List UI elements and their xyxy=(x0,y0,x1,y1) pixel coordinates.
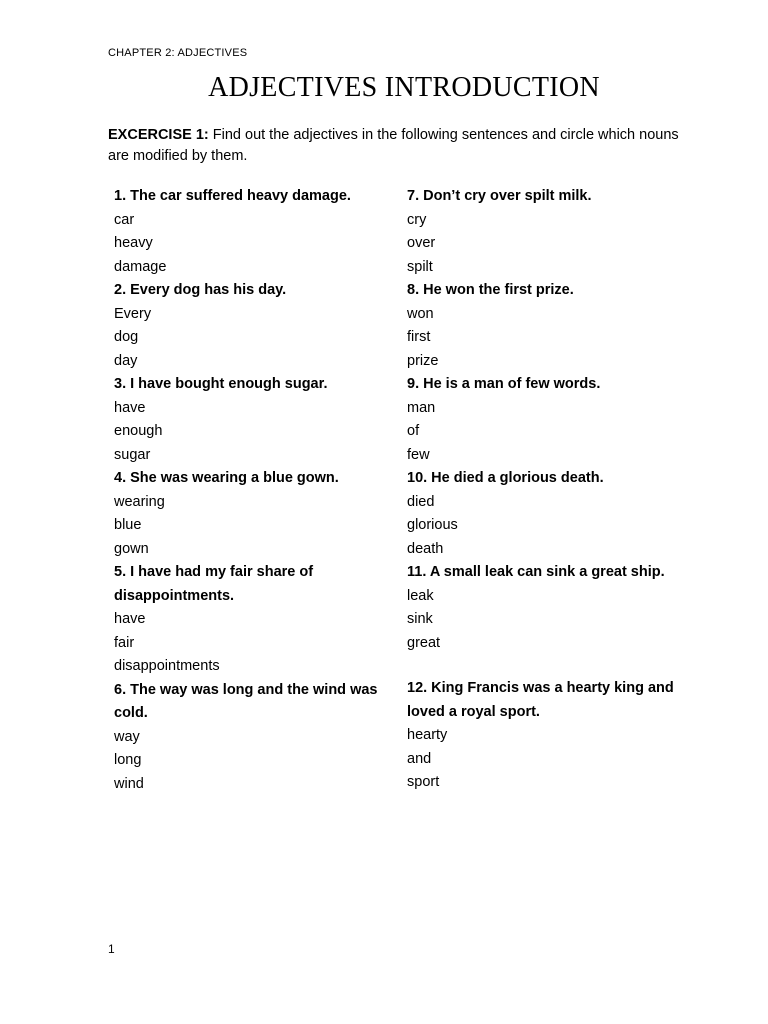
question-text: 6. The way was long and the wind was cold. xyxy=(114,681,378,721)
answer-option[interactable]: death xyxy=(407,540,444,557)
answer-option[interactable]: long xyxy=(114,752,142,768)
answer-option[interactable]: Every xyxy=(114,305,152,322)
answer-option[interactable]: dog xyxy=(114,329,139,345)
question-block xyxy=(407,373,692,467)
answer-option[interactable]: sugar xyxy=(114,446,151,463)
question-block xyxy=(407,185,692,279)
answer-option[interactable]: have xyxy=(114,399,146,416)
answer-option[interactable]: first xyxy=(407,329,431,345)
answer-option[interactable]: great xyxy=(407,634,441,651)
question-text: 11. A small leak can sink a great ship. xyxy=(407,564,665,580)
question-block xyxy=(114,373,399,467)
answer-option[interactable]: gown xyxy=(114,540,149,557)
answer-option[interactable]: enough xyxy=(114,423,163,439)
page-number: 1 xyxy=(108,942,115,956)
question-text: 3. I have bought enough sugar. xyxy=(114,376,328,392)
questions-left-column xyxy=(114,185,399,796)
answer-option[interactable]: day xyxy=(114,352,138,369)
exercise-label: EXCERCISE 1: xyxy=(108,127,209,143)
answer-option[interactable]: man xyxy=(407,399,436,416)
question-block xyxy=(407,561,692,655)
answer-option[interactable]: fair xyxy=(114,634,135,651)
question-block xyxy=(114,561,399,679)
question-text: 1. The car suffered heavy damage. xyxy=(114,188,351,204)
answer-option[interactable]: few xyxy=(407,446,430,463)
answer-option[interactable]: wind xyxy=(114,775,144,792)
exercise-instruction-text: Find out the adjectives in the following sentences and circle which nouns are modified by them. xyxy=(108,127,679,164)
question-text: 9. He is a man of few words. xyxy=(407,376,601,392)
question-block xyxy=(407,467,692,561)
question-block xyxy=(407,279,692,373)
answer-option[interactable]: prize xyxy=(407,352,439,369)
answer-option[interactable]: over xyxy=(407,235,436,251)
answer-option[interactable]: cry xyxy=(407,211,427,228)
exercise-instructions xyxy=(108,125,698,167)
question-text: 4. She was wearing a blue gown. xyxy=(114,470,339,486)
question-block xyxy=(407,677,692,795)
answer-option[interactable]: disappointments xyxy=(114,658,220,674)
question-text: 12. King Francis was a hearty king and loved a royal sport. xyxy=(407,680,674,720)
answer-option[interactable]: hearty xyxy=(407,727,448,743)
question-text: 2. Every dog has his day. xyxy=(114,282,287,298)
question-block xyxy=(114,279,399,373)
question-text: 7. Don’t cry over spilt milk. xyxy=(407,188,592,204)
question-block xyxy=(114,679,399,797)
question-text: 8. He won the first prize. xyxy=(407,282,574,298)
question-text: 10. He died a glorious death. xyxy=(407,470,604,486)
answer-option[interactable]: wearing xyxy=(114,493,165,510)
chapter-heading: CHAPTER 2: ADJECTIVES xyxy=(108,47,248,59)
answer-option[interactable]: heavy xyxy=(114,235,153,251)
page-title: ADJECTIVES INTRODUCTION xyxy=(208,72,600,103)
answer-option[interactable]: and xyxy=(407,750,432,767)
answer-option[interactable]: glorious xyxy=(407,517,458,533)
answer-option[interactable]: spilt xyxy=(407,258,433,275)
question-block xyxy=(114,467,399,561)
answer-option[interactable]: damage xyxy=(114,258,167,275)
answer-option[interactable]: leak xyxy=(407,587,434,604)
answer-option[interactable]: car xyxy=(114,211,135,228)
answer-option[interactable]: sport xyxy=(407,774,440,790)
question-block xyxy=(114,185,399,279)
answer-option[interactable]: sink xyxy=(407,611,433,627)
answer-option[interactable]: died xyxy=(407,493,435,510)
answer-option[interactable]: have xyxy=(114,611,146,627)
answer-option[interactable]: of xyxy=(407,423,420,439)
answer-option[interactable]: won xyxy=(407,305,434,322)
answer-option[interactable]: way xyxy=(114,728,140,745)
answer-option[interactable]: blue xyxy=(114,517,142,533)
questions-right-column xyxy=(407,185,692,795)
question-text: 5. I have had my fair share of disappointments. xyxy=(114,564,314,604)
spacer xyxy=(407,655,692,677)
